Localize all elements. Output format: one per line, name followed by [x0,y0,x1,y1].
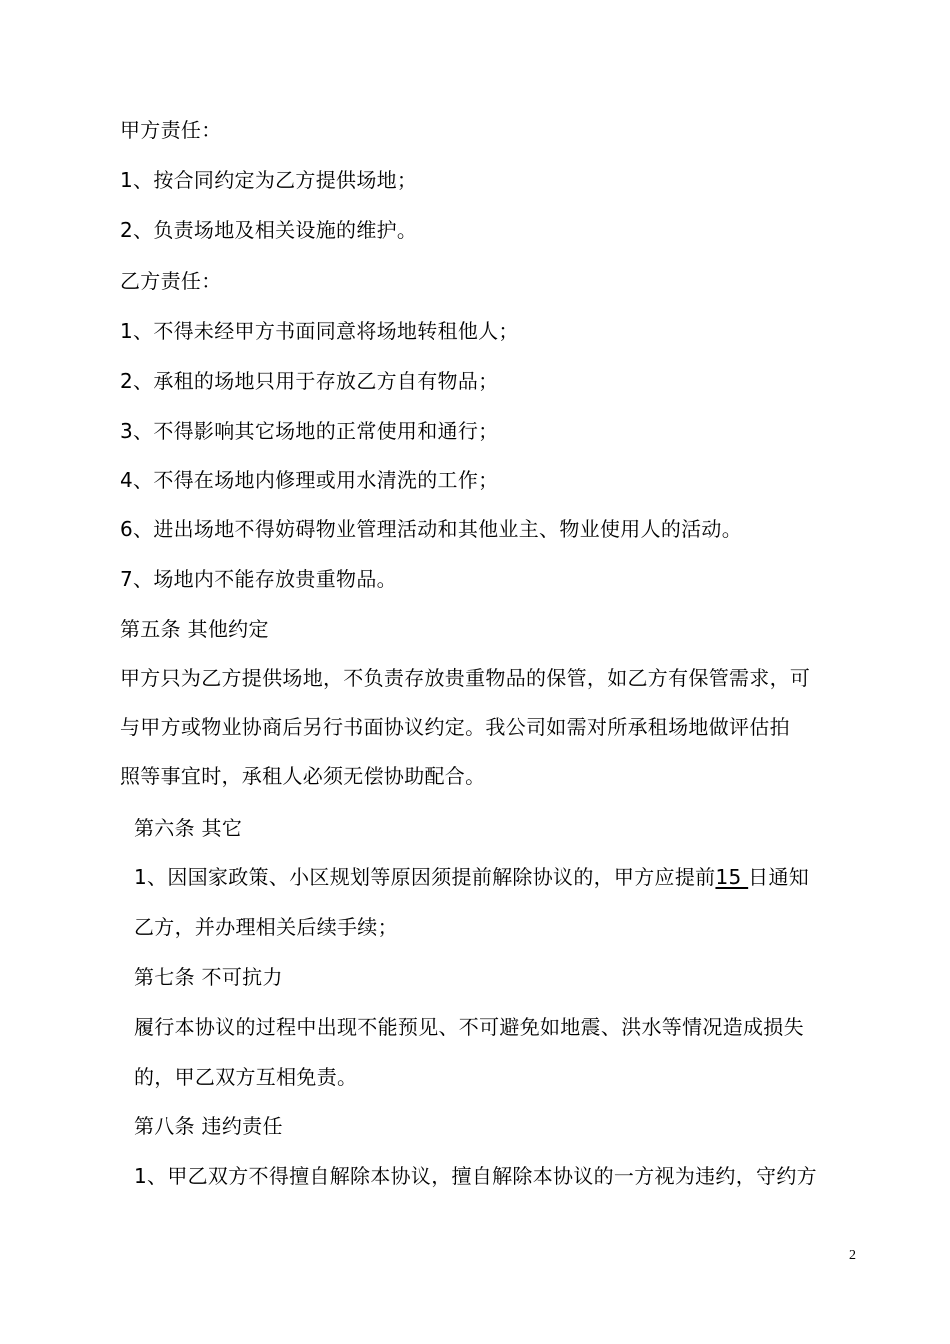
article-6-line-text: 日通知 [748,865,810,889]
article-5-line: 甲方只为乙方提供场地，不负责存放贵重物品的保管，如乙方有保管需求，可 [120,666,811,690]
party-b-item: 2、承租的场地只用于存放乙方自有物品； [120,369,499,393]
party-b-item: 6、进出场地不得妨碍物业管理活动和其他业主、物业使用人的活动。 [120,517,743,541]
article-7-line: 的，甲乙双方互相免责。 [134,1065,358,1089]
page-number: 2 [849,1248,856,1263]
article-7-line: 履行本协议的过程中出现不能预见、不可避免如地震、洪水等情况造成损失 [134,1015,804,1039]
article-5-line: 与甲方或物业协商后另行书面协议约定。我公司如需对所承租场地做评估拍 [120,715,790,739]
party-a-heading: 甲方责任： [120,118,222,142]
party-b-item: 3、不得影响其它场地的正常使用和通行； [120,419,499,443]
article-6-line: 乙方，并办理相关后续手续； [134,915,398,939]
article-8-heading: 第八条 违约责任 [134,1114,283,1138]
article-6-line-text: 1、因国家政策、小区规划等原因须提前解除协议的，甲方应提前 [134,865,716,889]
article-5-heading: 第五条 其他约定 [120,617,269,641]
party-b-heading: 乙方责任： [120,269,222,293]
article-5-line: 照等事宜时，承租人必须无偿协助配合。 [120,764,486,788]
party-a-item: 2、负责场地及相关设施的维护。 [120,218,418,242]
party-b-item: 7、场地内不能存放贵重物品。 [120,567,397,591]
party-b-item: 1、不得未经甲方书面同意将场地转租他人； [120,319,519,343]
article-6-heading: 第六条 其它 [134,816,243,840]
party-a-item: 1、按合同约定为乙方提供场地； [120,168,418,192]
article-8-line: 1、甲乙双方不得擅自解除本协议，擅自解除本协议的一方视为违约，守约方 [134,1164,817,1188]
party-b-item: 4、不得在场地内修理或用水清洗的工作； [120,468,499,492]
article-7-heading: 第七条 不可抗力 [134,965,283,989]
article-6-line [134,864,809,890]
notice-days: 15 [715,865,749,889]
